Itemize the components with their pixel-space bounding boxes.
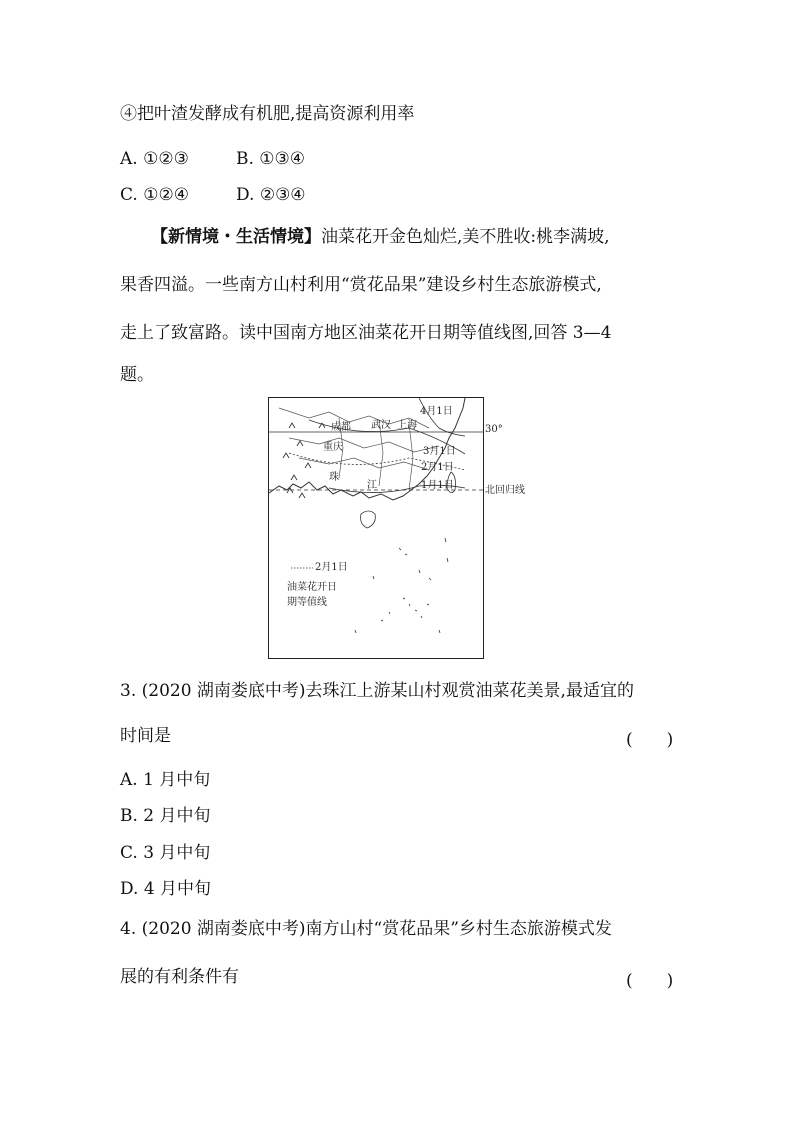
option-b: B. ①③④ bbox=[236, 149, 306, 169]
isoline-map bbox=[268, 397, 484, 659]
river-label-jiang: 江 bbox=[367, 480, 377, 491]
map-drawing bbox=[269, 398, 483, 658]
isoline-label-mar: 3月1日 bbox=[423, 446, 456, 457]
context-text-3: 走上了致富路。读中国南方地区油菜花开日期等值线图,回答 3—4 bbox=[120, 323, 612, 343]
context-text-1: 油菜花开金色灿烂,美不胜收:桃李满坡, bbox=[321, 227, 610, 247]
question-4-text-2: 展的有利条件有 bbox=[120, 967, 239, 987]
item-4-statement: ④把叶渣发酵成有机肥,提高资源利用率 bbox=[120, 104, 415, 124]
option-c: C. ①②④ bbox=[120, 185, 189, 205]
context-text-2: 果香四溢。一些南方山村利用“赏花品果”建设乡村生态旅游模式, bbox=[120, 275, 602, 295]
question-4-text-1: 4. (2020 湖南娄底中考)南方山村“赏花品果”乡村生态旅游模式发 bbox=[120, 919, 612, 939]
context-first-line bbox=[151, 226, 610, 248]
option-a: A. ①②③ bbox=[120, 149, 189, 169]
question-3-answer-blank: ( ) bbox=[626, 730, 674, 750]
question-3-text-2: 时间是 bbox=[120, 726, 171, 746]
legend-sample-label: 2月1日 bbox=[315, 562, 348, 573]
question-4-answer-blank: ( ) bbox=[626, 971, 674, 991]
city-chongqing: 重庆 bbox=[323, 442, 343, 453]
isoline-label-jan: 1月1日 bbox=[421, 480, 454, 491]
hainan-island bbox=[361, 511, 376, 528]
isoline-label-apr: 4月1日 bbox=[420, 406, 453, 417]
question-3-option-b: B. 2 月中旬 bbox=[120, 806, 211, 826]
city-shanghai: 上海 bbox=[397, 420, 417, 431]
river-label-zhu: 珠 bbox=[329, 472, 339, 483]
question-3-option-d: D. 4 月中旬 bbox=[120, 879, 212, 899]
option-d: D. ②③④ bbox=[236, 185, 306, 205]
tropic-label: 北回归线 bbox=[485, 485, 525, 496]
legend-caption-1: 油菜花开日 bbox=[287, 582, 337, 593]
mountain-marks bbox=[283, 423, 325, 498]
isoline-label-feb: 2月1日 bbox=[421, 462, 454, 473]
question-3-text-1: 3. (2020 湖南娄底中考)去珠江上游某山村观赏油菜花美景,最适宜的 bbox=[120, 681, 634, 701]
context-tag: 【新情境・生活情境】 bbox=[151, 227, 321, 247]
city-chengdu: 成都 bbox=[331, 422, 351, 433]
question-3-option-a: A. 1 月中旬 bbox=[120, 770, 211, 790]
context-text-4: 题。 bbox=[120, 365, 154, 385]
question-3-option-c: C. 3 月中旬 bbox=[120, 843, 211, 863]
city-wuhan: 武汉 bbox=[371, 420, 391, 431]
latitude-30-label: 30° bbox=[485, 424, 503, 435]
legend-caption-2: 期等值线 bbox=[287, 597, 327, 608]
sea-islands bbox=[355, 538, 448, 633]
